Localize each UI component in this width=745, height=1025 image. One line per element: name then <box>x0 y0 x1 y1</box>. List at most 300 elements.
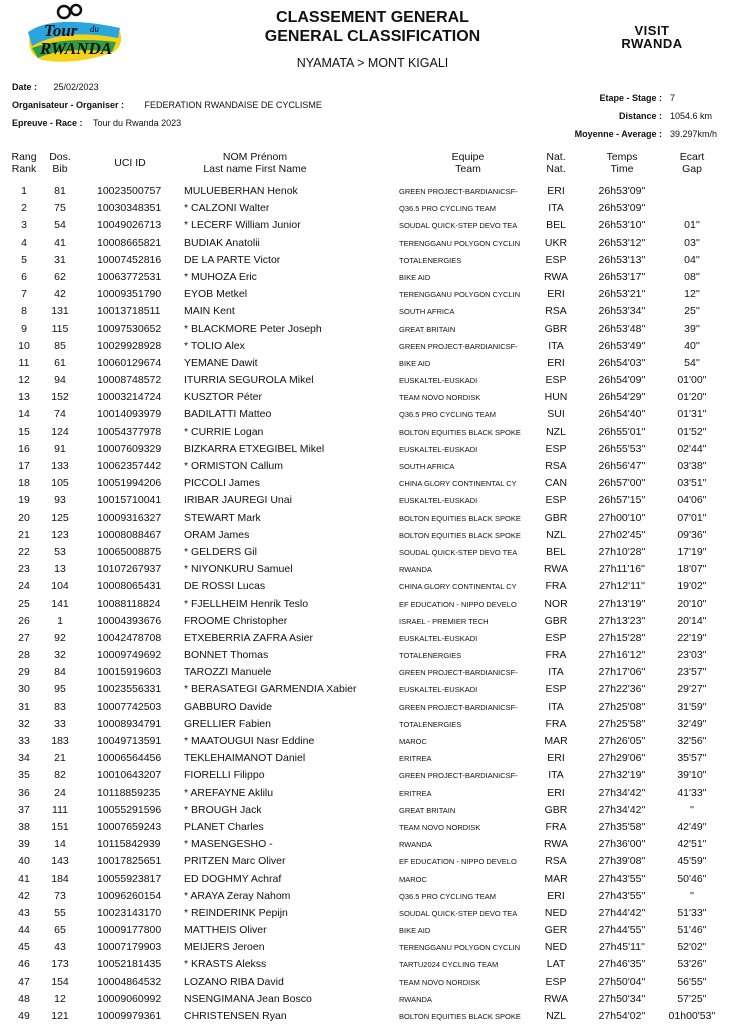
rank-cell: 1 <box>21 185 27 197</box>
rider-name-cell: * MAATOUGUI Nasr Eddine <box>184 735 315 747</box>
header-team-en: Team <box>455 163 481 175</box>
uci-id-cell: 10054377978 <box>97 425 162 438</box>
gap-cell: 57'25'' <box>677 992 707 1005</box>
race-value: Tour du Rwanda 2023 <box>93 118 182 128</box>
nationality-cell: NOR <box>544 597 568 610</box>
nationality-cell: ESP <box>545 374 567 387</box>
gap-cell: 40'' <box>684 339 700 352</box>
time-cell: 27h25'58'' <box>598 717 646 730</box>
time-cell: 27h44'55'' <box>598 924 646 937</box>
gap-cell: 45'59'' <box>677 855 707 868</box>
gap-cell: 51'46'' <box>677 924 707 937</box>
rank-cell: 45 <box>18 941 30 954</box>
table-row <box>0 596 745 613</box>
time-cell: 26h53'13'' <box>598 253 646 266</box>
table-row <box>0 544 745 561</box>
uci-id-cell: 10062357442 <box>97 460 162 472</box>
rider-name-cell: NSENGIMANA Jean Bosco <box>184 992 312 1005</box>
rank-cell: 5 <box>21 253 27 266</box>
table-row <box>0 269 745 286</box>
team-cell: TERENGGANU POLYGON CYCLIN <box>399 943 521 953</box>
bib-cell: 95 <box>54 683 66 696</box>
header-nat <box>541 151 571 175</box>
rider-name-cell: ETXEBERRIA ZAFRA Asier <box>184 631 313 644</box>
stage-value: 7 <box>670 93 676 103</box>
uci-id-cell: 10017825651 <box>97 855 162 868</box>
bib-cell: 173 <box>51 958 69 971</box>
results-table <box>0 183 745 1025</box>
table-row <box>0 922 745 939</box>
bib-cell: 42 <box>54 288 66 301</box>
bib-cell: 74 <box>54 408 66 421</box>
gap-cell: 01'52'' <box>677 425 707 438</box>
table-row <box>0 578 745 595</box>
uci-id-cell: 10010643207 <box>97 769 162 782</box>
rider-name-cell: LOZANO RIBA David <box>184 975 284 988</box>
organiser-label: Organisateur - Organiser : <box>12 100 125 110</box>
uci-id-cell: 10096260154 <box>97 889 162 902</box>
nationality-cell: ERI <box>547 889 565 902</box>
time-cell: 26h53'09'' <box>598 202 646 215</box>
bib-cell: 12 <box>54 992 66 1005</box>
bib-cell: 21 <box>54 752 66 765</box>
team-cell: BOLTON EQUITIES BLACK SPOKE <box>399 427 521 437</box>
bib-cell: 65 <box>54 924 66 937</box>
bib-cell: 111 <box>52 803 68 816</box>
rider-name-cell: * MASENGESHO - <box>184 838 273 851</box>
time-cell: 27h13'19'' <box>598 597 646 610</box>
nationality-cell: UKR <box>544 236 568 249</box>
time-cell: 26h54'40'' <box>598 408 646 421</box>
rider-name-cell: GRELLIER Fabien <box>184 717 271 730</box>
uci-id-cell: 10009177800 <box>97 924 162 937</box>
uci-id-cell: 10008934791 <box>97 717 162 730</box>
table-row <box>0 1008 745 1025</box>
rank-cell: 46 <box>18 958 30 971</box>
uci-id-cell: 10107267937 <box>97 563 162 576</box>
team-cell: EUSKALTEL-EUSKADI <box>399 685 478 695</box>
rank-cell: 6 <box>21 270 27 283</box>
rank-cell: 14 <box>18 408 30 421</box>
table-row <box>0 321 745 338</box>
average-label: Moyenne - Average : <box>574 129 662 139</box>
gap-cell: 01'31'' <box>677 408 707 421</box>
team-cell: TERENGGANU POLYGON CYCLIN <box>399 238 521 248</box>
team-cell: TEAM NOVO NORDISK <box>399 822 481 832</box>
gap-cell: 41'33'' <box>677 786 707 799</box>
time-cell: 27h32'19'' <box>598 769 646 782</box>
rider-name-cell: * CALZONI Walter <box>184 202 270 215</box>
rank-cell: 26 <box>18 614 30 627</box>
table-row <box>0 956 745 973</box>
bib-cell: 41 <box>54 236 66 249</box>
time-cell: 26h53'12'' <box>598 236 646 249</box>
rank-cell: 30 <box>18 683 30 696</box>
header-uci <box>100 157 160 169</box>
bib-cell: 94 <box>54 374 66 387</box>
nationality-cell: GER <box>544 924 568 937</box>
rider-name-cell: GABBURO Davide <box>184 700 273 713</box>
bib-cell: 92 <box>54 631 66 644</box>
gap-cell: 52'02'' <box>677 941 707 954</box>
uci-id-cell: 10009060992 <box>97 992 162 1005</box>
date-label: Date : <box>12 82 38 92</box>
title-fr: CLASSEMENT GENERAL <box>276 9 469 26</box>
time-cell: 26h56'47'' <box>598 460 646 472</box>
header-team <box>440 151 496 175</box>
team-cell: ISRAEL - PREMIER TECH <box>399 616 489 626</box>
header-bib-en: Bib <box>52 163 68 175</box>
rank-cell: 25 <box>18 597 30 610</box>
nationality-cell: NED <box>544 906 568 919</box>
table-row <box>0 406 745 423</box>
rank-cell: 15 <box>18 425 30 438</box>
header-uci-label: UCI ID <box>114 157 146 169</box>
rank-cell: 23 <box>18 563 30 576</box>
title-en: GENERAL CLASSIFICATION <box>264 28 481 45</box>
team-cell: CHINA GLORY CONTINENTAL CY <box>399 479 517 489</box>
time-cell: 26h54'09'' <box>598 374 646 387</box>
rank-cell: 36 <box>18 786 30 799</box>
table-row <box>0 492 745 509</box>
gap-cell: 12'' <box>684 288 700 301</box>
rank-cell: 18 <box>18 477 30 490</box>
time-cell: 27h16'12'' <box>598 649 646 662</box>
uci-id-cell: 10007452816 <box>97 253 162 266</box>
rwanda-text: RWANDA <box>621 36 683 51</box>
rider-name-cell: * LECERF William Junior <box>184 219 301 232</box>
gap-cell: 39'10'' <box>677 769 707 782</box>
gap-cell: 17'19'' <box>677 545 707 558</box>
team-cell: EF EDUCATION - NIPPO DEVELO <box>399 857 517 867</box>
rank-cell: 34 <box>18 752 30 765</box>
nationality-cell: LAT <box>546 958 566 971</box>
rider-name-cell: MAIN Kent <box>184 305 235 318</box>
bib-cell: 125 <box>51 511 69 524</box>
header-time-fr: Temps <box>606 151 638 163</box>
table-row <box>0 991 745 1008</box>
uci-id-cell: 10097530652 <box>97 322 162 335</box>
time-cell: 26h53'09'' <box>598 185 646 197</box>
team-cell: RWANDA <box>399 840 432 850</box>
table-row <box>0 355 745 372</box>
table-row <box>0 510 745 527</box>
table-row <box>0 235 745 252</box>
rank-cell: 41 <box>18 872 30 885</box>
rider-name-cell: BIZKARRA ETXEGIBEL Mikel <box>184 442 325 455</box>
rider-name-cell: MEIJERS Jeroen <box>184 941 265 954</box>
rider-name-cell: TEKLEHAIMANOT Daniel <box>184 752 306 765</box>
rider-name-cell: FIORELLI Filippo <box>184 769 265 782</box>
uci-id-cell: 10008748572 <box>97 374 162 387</box>
uci-id-cell: 10007742503 <box>97 700 162 713</box>
gap-cell: 09'36'' <box>677 528 707 541</box>
gap-cell: 51'33'' <box>677 906 707 919</box>
team-cell: Q36.5 PRO CYCLING TEAM <box>399 410 496 420</box>
uci-id-cell: 10008088467 <box>97 528 162 541</box>
header-time-en: Time <box>610 163 634 175</box>
time-cell: 26h55'01'' <box>598 425 646 438</box>
rider-name-cell: MATTHEIS Oliver <box>184 924 267 937</box>
uci-id-cell: 10055291596 <box>97 803 162 816</box>
time-cell: 27h15'28'' <box>598 631 646 644</box>
time-cell: 26h57'00'' <box>598 477 646 490</box>
uci-id-cell: 10008665821 <box>97 236 162 249</box>
bib-cell: 55 <box>54 906 66 919</box>
rank-cell: 28 <box>18 649 30 662</box>
header-rank-fr: Rang <box>11 151 37 163</box>
uci-id-cell: 10052181435 <box>97 958 162 971</box>
bib-cell: 33 <box>54 717 66 730</box>
bib-cell: 61 <box>54 356 66 369</box>
time-cell: 27h13'23'' <box>598 614 646 627</box>
table-row <box>0 785 745 802</box>
gap-cell: '' <box>689 889 694 902</box>
rider-name-cell: IRIBAR JAUREGI Unai <box>184 494 292 507</box>
rank-cell: 2 <box>21 202 27 215</box>
rider-name-cell: * BROUGH Jack <box>184 803 262 816</box>
rank-cell: 8 <box>21 305 27 318</box>
rank-cell: 19 <box>18 494 30 507</box>
uci-id-cell: 10030348351 <box>97 202 162 215</box>
rank-cell: 9 <box>21 322 27 335</box>
table-row <box>0 217 745 234</box>
uci-id-cell: 10055923817 <box>97 872 162 885</box>
nationality-cell: ERI <box>547 288 565 301</box>
gap-cell: 04'' <box>684 253 700 266</box>
rider-name-cell: DE ROSSI Lucas <box>184 580 266 593</box>
uci-id-cell: 10009351790 <box>97 288 162 301</box>
gap-cell: 20'14'' <box>677 614 707 627</box>
visit-text: VISIT <box>634 23 670 38</box>
distance-value: 1054.6 km <box>670 111 713 121</box>
bib-cell: 104 <box>51 580 69 593</box>
time-cell: 27h22'36'' <box>598 683 646 696</box>
table-row <box>0 767 745 784</box>
bib-cell: 13 <box>54 563 66 576</box>
nationality-cell: GBR <box>544 614 568 627</box>
team-cell: TOTALENERGIES <box>399 255 462 265</box>
date-info <box>12 82 99 92</box>
bib-cell: 82 <box>54 769 66 782</box>
table-row <box>0 475 745 492</box>
bib-cell: 131 <box>51 305 69 318</box>
header-gap-fr: Ecart <box>679 151 705 163</box>
gap-cell: 01'20'' <box>677 391 707 404</box>
uci-id-cell: 10015710041 <box>97 494 162 507</box>
rider-name-cell: * GELDERS Gil <box>184 545 257 558</box>
team-cell: BIKE AID <box>399 358 431 368</box>
bib-cell: 141 <box>51 597 69 610</box>
uci-id-cell: 10003214724 <box>97 391 162 404</box>
rider-name-cell: YEMANE Dawit <box>184 356 258 369</box>
gap-cell: 32'49'' <box>677 717 707 730</box>
nationality-cell: GBR <box>544 803 568 816</box>
gap-cell: 04'06'' <box>677 494 707 507</box>
table-row <box>0 974 745 991</box>
rider-name-cell: * AREFAYNE Aklilu <box>184 786 274 799</box>
gap-cell: 20'10'' <box>677 597 707 610</box>
average-value: 39.297km/h <box>670 129 718 139</box>
rider-name-cell: ED DOGHMY Achraf <box>184 872 282 885</box>
nationality-cell: BEL <box>546 545 566 558</box>
gap-cell: 32'56'' <box>677 735 707 747</box>
rider-name-cell: EYOB Metkel <box>184 288 248 301</box>
nationality-cell: MAR <box>544 872 568 885</box>
nationality-cell: SUI <box>547 408 565 421</box>
rider-name-cell: * FJELLHEIM Henrik Teslo <box>184 597 309 610</box>
rank-cell: 4 <box>21 236 27 249</box>
rank-cell: 40 <box>18 855 30 868</box>
rider-name-cell: * BERASATEGI GARMENDIA Xabier <box>184 683 357 696</box>
nationality-cell: NZL <box>546 425 566 438</box>
time-cell: 26h57'15'' <box>598 494 646 507</box>
time-cell: 26h53'48'' <box>598 322 646 335</box>
header-team-fr: Equipe <box>451 151 485 163</box>
team-cell: EUSKALTEL-EUSKADI <box>399 444 478 454</box>
bib-cell: 62 <box>54 270 66 283</box>
rank-cell: 48 <box>18 992 30 1005</box>
time-cell: 27h44'42'' <box>598 906 646 919</box>
table-row <box>0 424 745 441</box>
team-cell: SOUTH AFRICA <box>399 307 455 317</box>
time-cell: 27h50'04'' <box>598 975 646 988</box>
rank-cell: 35 <box>18 769 30 782</box>
rank-cell: 13 <box>18 391 30 404</box>
table-row <box>0 733 745 750</box>
rank-cell: 47 <box>18 975 30 988</box>
gap-cell: 01'' <box>684 219 700 232</box>
organiser-info <box>12 100 322 110</box>
bib-cell: 53 <box>54 545 66 558</box>
time-cell: 27h34'42'' <box>598 786 646 799</box>
header-name-fr: NOM Prénom <box>222 151 288 163</box>
uci-id-cell: 10004864532 <box>97 975 162 988</box>
nationality-cell: ERI <box>547 185 565 197</box>
nationality-cell: RWA <box>544 563 568 576</box>
rank-cell: 16 <box>18 442 30 455</box>
table-row <box>0 458 745 475</box>
bib-cell: 133 <box>51 460 69 472</box>
nationality-cell: ERI <box>547 786 565 799</box>
rider-name-cell: BADILATTI Matteo <box>184 408 272 421</box>
rider-name-cell: BUDIAK Anatolii <box>184 236 260 249</box>
gap-cell: 23'03'' <box>677 649 707 662</box>
rank-cell: 31 <box>18 700 30 713</box>
bib-cell: 84 <box>54 666 66 679</box>
team-cell: MAROC <box>399 737 427 746</box>
rank-cell: 22 <box>18 545 30 558</box>
rank-cell: 33 <box>18 735 30 747</box>
bib-cell: 85 <box>54 339 66 352</box>
bib-cell: 1 <box>57 614 63 627</box>
gap-cell: 01'00'' <box>677 374 707 387</box>
uci-id-cell: 10004393676 <box>97 614 162 627</box>
rider-name-cell: * KRASTS Alekss <box>184 958 267 971</box>
team-cell: BOLTON EQUITIES BLACK SPOKE <box>399 530 521 540</box>
time-cell: 26h54'03'' <box>598 356 646 369</box>
uci-id-cell: 10007179903 <box>97 941 162 954</box>
bib-cell: 143 <box>51 855 69 868</box>
nationality-cell: RWA <box>544 270 568 283</box>
rank-cell: 29 <box>18 666 30 679</box>
gap-cell: 03'' <box>684 236 700 249</box>
team-cell: SOUDAL QUICK-STEP DEVO TEA <box>399 221 518 231</box>
uci-id-cell: 10009979361 <box>97 1010 162 1022</box>
bib-cell: 123 <box>51 528 69 541</box>
nationality-cell: NZL <box>546 1010 566 1022</box>
nationality-cell: FRA <box>545 580 567 593</box>
time-cell: 27h00'10'' <box>598 511 646 524</box>
nationality-cell: BEL <box>546 219 566 232</box>
table-row <box>0 819 745 836</box>
nationality-cell: NED <box>544 941 568 954</box>
table-row <box>0 630 745 647</box>
gap-cell: 42'51'' <box>677 838 707 851</box>
distance-label: Distance : <box>618 111 662 121</box>
rank-cell: 17 <box>18 460 30 472</box>
rider-name-cell: TAROZZI Manuele <box>184 666 272 679</box>
time-cell: 27h25'08'' <box>598 700 646 713</box>
rank-cell: 24 <box>18 580 30 593</box>
bib-cell: 91 <box>54 442 66 455</box>
team-cell: GREEN PROJECT-BARDIANICSF- <box>399 341 518 351</box>
bib-cell: 124 <box>51 425 69 438</box>
nationality-cell: ESP <box>545 442 567 455</box>
uci-id-cell: 10023500757 <box>97 185 162 197</box>
nationality-cell: MAR <box>544 735 568 747</box>
nationality-cell: ITA <box>548 769 564 782</box>
gap-cell: 19'02'' <box>677 580 707 593</box>
rider-name-cell: PLANET Charles <box>184 820 264 833</box>
rank-cell: 10 <box>18 339 30 352</box>
nationality-cell: GBR <box>544 322 568 335</box>
table-row <box>0 527 745 544</box>
nationality-cell: ESP <box>545 631 567 644</box>
nationality-cell: FRA <box>545 820 567 833</box>
team-cell: RWANDA <box>399 565 432 575</box>
gap-cell: 01h00'53'' <box>668 1010 716 1022</box>
bib-cell: 184 <box>51 872 69 885</box>
bib-cell: 83 <box>54 700 66 713</box>
nationality-cell: ESP <box>545 253 567 266</box>
time-cell: 26h55'53'' <box>598 442 646 455</box>
bib-cell: 43 <box>54 941 66 954</box>
table-row <box>0 716 745 733</box>
uci-id-cell: 10009749692 <box>97 649 162 662</box>
time-cell: 27h50'34'' <box>598 992 646 1005</box>
bib-cell: 151 <box>51 820 69 833</box>
team-cell: BOLTON EQUITIES BLACK SPOKE <box>399 1012 521 1021</box>
time-cell: 26h53'34'' <box>598 305 646 318</box>
team-cell: TEAM NOVO NORDISK <box>399 977 481 987</box>
header-rank-en: Rank <box>11 163 37 175</box>
table-row <box>0 441 745 458</box>
uci-id-cell: 10049026713 <box>97 219 162 232</box>
bib-cell: 24 <box>54 786 66 799</box>
team-cell: CHINA GLORY CONTINENTAL CY <box>399 582 517 592</box>
rider-name-cell: * TOLIO Alex <box>184 339 245 352</box>
gap-cell: 50'46'' <box>677 872 707 885</box>
table-row <box>0 561 745 578</box>
header-bib <box>44 151 76 175</box>
uci-id-cell: 10051994206 <box>97 477 162 490</box>
team-cell: EF EDUCATION - NIPPO DEVELO <box>399 599 517 609</box>
header-name-en: Last name First Name <box>203 163 307 175</box>
tour-du-rwanda-logo <box>24 2 134 64</box>
nationality-cell: HUN <box>544 391 568 404</box>
bib-cell: 115 <box>51 322 69 335</box>
